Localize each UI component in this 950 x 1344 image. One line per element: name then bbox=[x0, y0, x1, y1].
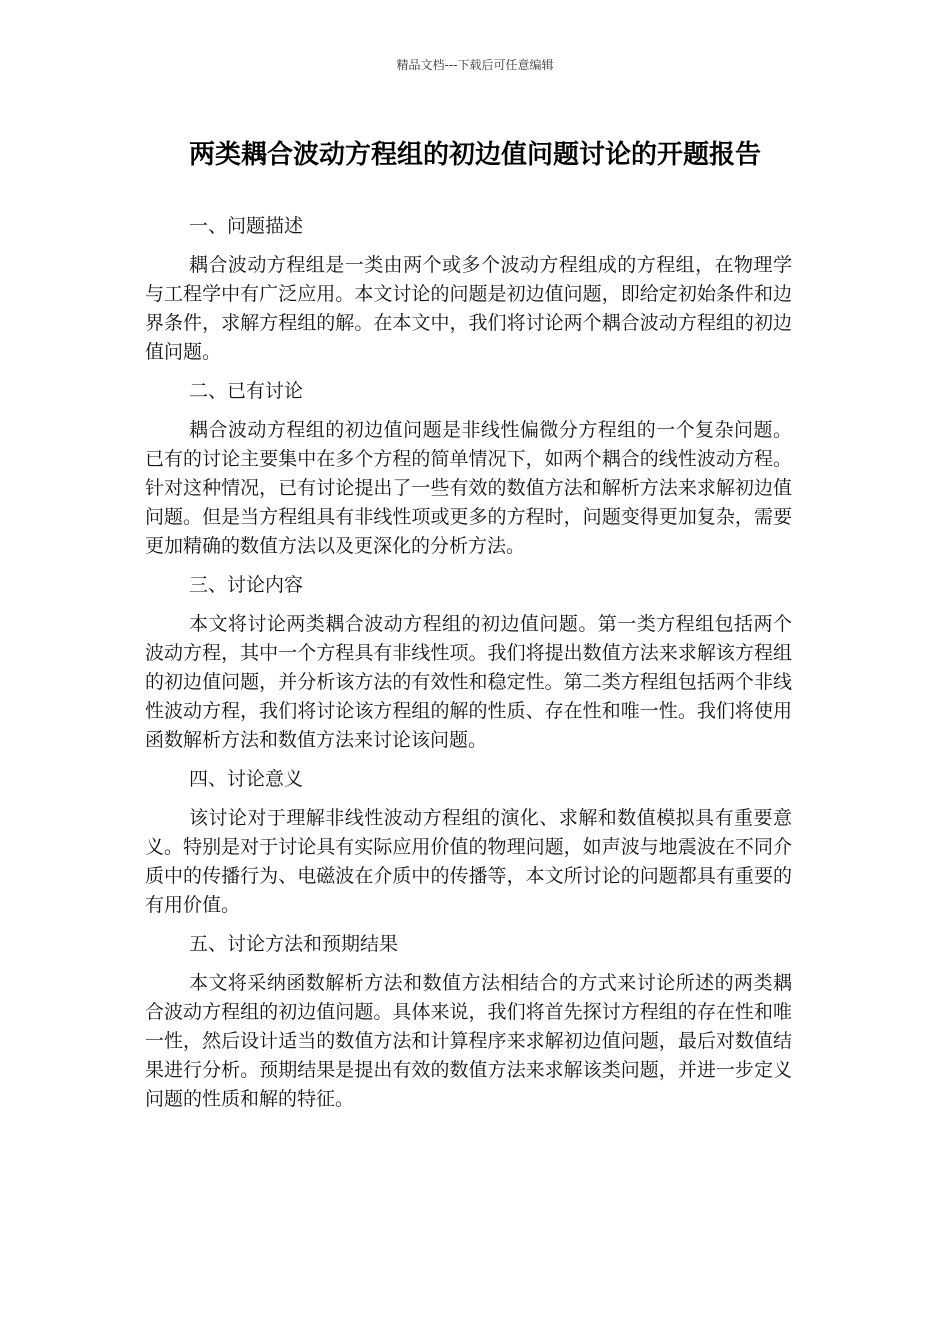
section-paragraph: 耦合波动方程组的初边值问题是非线性偏微分方程组的一个复杂问题。已有的讨论主要集中在多个方程的简单情况下，如两个耦合的线性波动方程。针对这种情况，已有讨论提出了一些有效的数值方法和解析方法来求解初边值问题。但是当方程组具有非线性项或更多的方程时，问题变得更加复杂，需要更加精确的数值方法以及更深化的分析方法。 bbox=[145, 419, 792, 557]
section-heading: 一、问题描述 bbox=[189, 215, 304, 237]
section-heading: 二、已有讨论 bbox=[189, 380, 304, 402]
section-heading: 五、讨论方法和预期结果 bbox=[189, 933, 399, 955]
section-significance bbox=[145, 765, 792, 920]
section-paragraph: 耦合波动方程组是一类由两个或多个波动方程组成的方程组，在物理学与工程学中有广泛应用。本文讨论的问题是初边值问题，即给定初始条件和边界条件，求解方程组的解。在本文中，我们将讨论两个耦合波动方程组的初边值问题。 bbox=[145, 254, 792, 363]
section-discussion-content bbox=[145, 571, 792, 755]
document-title: 两类耦合波动方程组的初边值问题讨论的开题报告 bbox=[188, 140, 761, 170]
section-paragraph: 本文将讨论两类耦合波动方程组的初边值问题。第一类方程组包括两个波动方程，其中一个方程具有非线性项。我们将提出数值方法来求解该方程组的初边值问题，并分析该方法的有效性和稳定性。第二类方程组包括两个非线性波动方程，我们将讨论该方程组的解的性质、存在性和唯一性。我们将使用函数解析方法和数值方法来讨论该问题。 bbox=[145, 613, 792, 751]
document-body bbox=[145, 212, 792, 1124]
section-paragraph: 该讨论对于理解非线性波动方程组的演化、求解和数值模拟具有重要意义。特别是对于讨论具有实际应用价值的物理问题，如声波与地震波在不同介质中的传播行为、电磁波在介质中的传播等，本文所讨论的问题都具有重要的有用价值。 bbox=[145, 807, 792, 916]
section-heading: 三、讨论内容 bbox=[189, 574, 304, 596]
section-heading: 四、讨论意义 bbox=[189, 768, 304, 790]
section-problem-description bbox=[145, 212, 792, 367]
section-paragraph: 本文将采纳函数解析方法和数值方法相结合的方式来讨论所述的两类耦合波动方程组的初边值问题。具体来说，我们将首先探讨方程组的存在性和唯一性，然后设计适当的数值方法和计算程序来求解初边值问题，最后对数值结果进行分析。预期结果是提出有效的数值方法来求解该类问题，并进一步定义问题的性质和解的特征。 bbox=[145, 972, 792, 1110]
header-note: 精品文档---下载后可任意编辑 bbox=[396, 58, 554, 72]
section-methods-and-expected-results bbox=[145, 930, 792, 1114]
section-existing-discussion bbox=[145, 377, 792, 561]
